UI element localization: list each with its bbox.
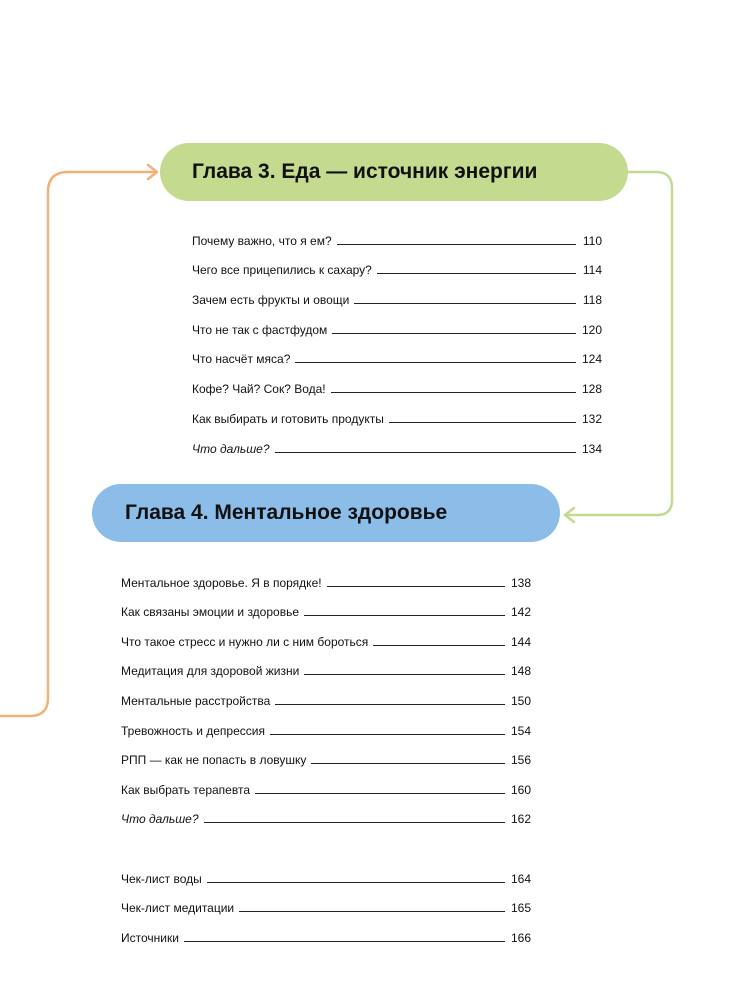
toc-entry-title: Что насчёт мяса? — [192, 352, 291, 367]
toc-entry-title: Чек-лист медитации — [121, 901, 235, 916]
leader-line — [304, 673, 505, 675]
leader-line — [373, 644, 505, 646]
leader-line — [327, 585, 505, 587]
toc-entry-page: 165 — [510, 901, 531, 916]
toc-entry-title: Как выбирать и готовить продукты — [192, 411, 384, 426]
toc-entry-page: 134 — [581, 441, 602, 456]
toc-entry-title: РПП — как не попасть в ловушку — [121, 753, 307, 768]
leader-line — [275, 451, 576, 453]
toc-entry-title: Как связаны эмоции и здоровье — [121, 605, 300, 620]
toc-entry[interactable] — [192, 218, 602, 248]
leader-line — [389, 421, 576, 423]
toc-entry-page: 138 — [510, 575, 531, 590]
chapter-3-title: Глава 3. Еда — источник энергии — [192, 160, 538, 183]
toc-entry-page: 160 — [510, 782, 531, 797]
toc-entry[interactable] — [121, 590, 531, 620]
chapter-4-heading — [92, 484, 560, 542]
chapter-4-toc — [121, 560, 531, 826]
leader-line — [255, 792, 505, 794]
toc-entry-page: 164 — [510, 871, 531, 886]
toc-entry-page: 110 — [582, 233, 602, 248]
toc-entry-title: Что такое стресс и нужно ли с ним бороться — [121, 634, 369, 649]
toc-entry[interactable] — [192, 248, 602, 278]
toc-entry-title: Кофе? Чай? Сок? Вода! — [192, 382, 326, 397]
leader-line — [337, 243, 576, 245]
toc-entry-title: Что дальше? — [121, 812, 199, 827]
toc-entry-title: Почему важно, что я ем? — [192, 233, 332, 248]
toc-entry[interactable] — [121, 856, 531, 886]
toc-entry-title: Чек-лист воды — [121, 871, 202, 886]
leader-line — [304, 614, 505, 616]
toc-entry-page: 144 — [510, 634, 531, 649]
leader-line — [184, 940, 505, 942]
toc-entry-page: 120 — [581, 322, 602, 337]
leader-line — [354, 302, 576, 304]
toc-entry[interactable] — [121, 797, 531, 827]
chapter-3-heading — [160, 143, 628, 201]
toc-entry-title: Ментальное здоровье. Я в порядке! — [121, 575, 322, 590]
toc-entry-title: Чего все прицепились к сахару? — [192, 263, 372, 278]
toc-entry-page: 154 — [510, 723, 531, 738]
toc-entry-page: 150 — [510, 693, 531, 708]
toc-entry[interactable] — [121, 649, 531, 679]
toc-entry-title: Тревожность и депрессия — [121, 723, 265, 738]
toc-entry-page: 162 — [510, 812, 531, 827]
toc-entry-title: Источники — [121, 930, 179, 945]
leader-line — [207, 881, 505, 883]
chapter-4-title: Глава 4. Ментальное здоровье — [125, 501, 448, 524]
leader-line — [311, 762, 505, 764]
toc-entry-page: 156 — [510, 753, 531, 768]
toc-entry[interactable] — [192, 396, 602, 426]
toc-entry-title: Зачем есть фрукты и овощи — [192, 293, 350, 308]
toc-entry-page: 142 — [510, 605, 531, 620]
toc-entry-page: 166 — [510, 930, 531, 945]
toc-entry[interactable] — [192, 366, 602, 396]
leader-line — [270, 733, 505, 735]
toc-entry-page: 128 — [581, 382, 602, 397]
toc-entry[interactable] — [121, 767, 531, 797]
leader-line — [239, 910, 505, 912]
toc-entry-page: 114 — [582, 263, 602, 278]
toc-entry[interactable] — [121, 915, 531, 945]
toc-entry-title: Медитация для здоровой жизни — [121, 664, 300, 679]
toc-entry-title: Ментальные расстройства — [121, 693, 271, 708]
toc-entry-page: 132 — [581, 411, 602, 426]
toc-entry-page: 148 — [510, 664, 531, 679]
chapter-3-toc — [192, 218, 602, 456]
toc-entry[interactable] — [121, 738, 531, 768]
toc-entry[interactable] — [192, 337, 602, 367]
toc-entry[interactable] — [121, 708, 531, 738]
toc-entry-title: Как выбрать терапевта — [121, 782, 250, 797]
toc-entry-page: 118 — [582, 293, 602, 308]
toc-entry[interactable] — [121, 619, 531, 649]
toc-entry-title: Что не так с фастфудом — [192, 322, 328, 337]
leader-line — [331, 391, 576, 393]
leader-line — [332, 332, 576, 334]
leader-line — [204, 821, 505, 823]
leader-line — [377, 272, 576, 274]
appendix-toc — [121, 856, 531, 945]
toc-entry[interactable] — [192, 277, 602, 307]
toc-entry[interactable] — [121, 886, 531, 916]
leader-line — [275, 703, 505, 705]
leader-line — [295, 361, 576, 363]
toc-entry[interactable] — [121, 678, 531, 708]
toc-entry-page: 124 — [581, 352, 602, 367]
toc-entry[interactable] — [192, 307, 602, 337]
toc-entry[interactable] — [121, 560, 531, 590]
toc-entry-title: Что дальше? — [192, 441, 270, 456]
toc-entry[interactable] — [192, 426, 602, 456]
